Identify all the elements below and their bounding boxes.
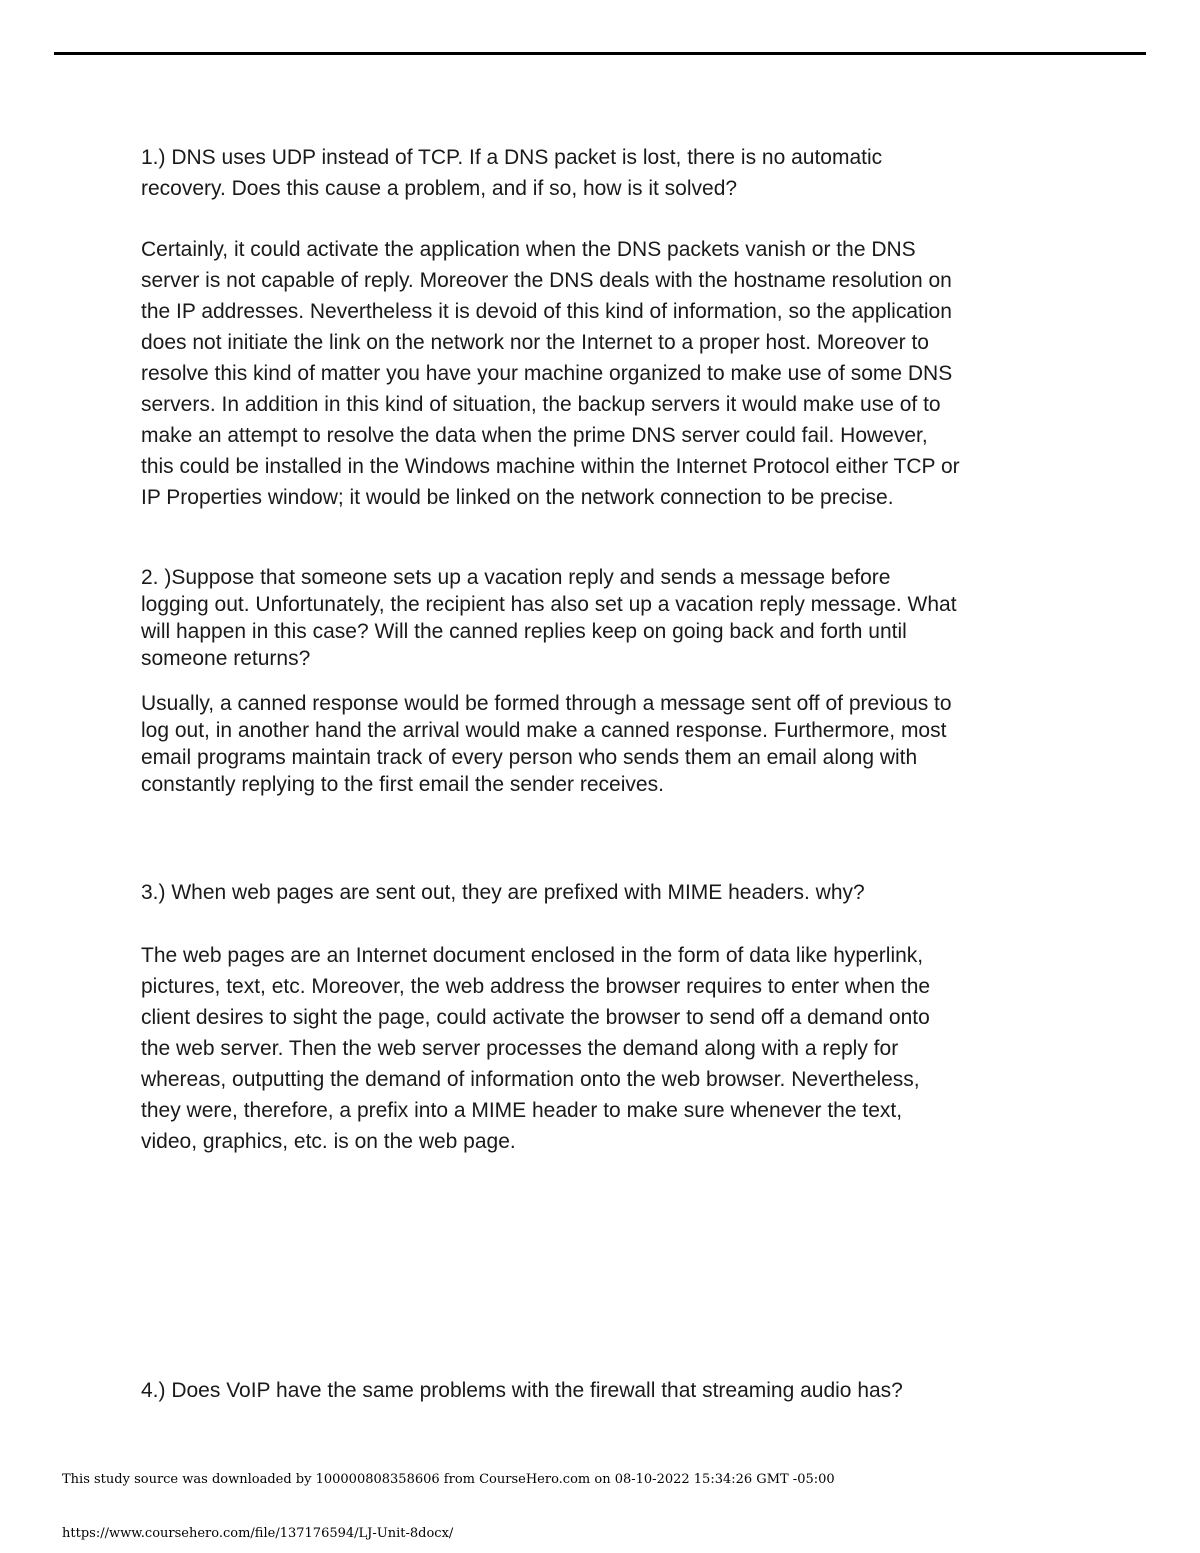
question-2: 2. )Suppose that someone sets up a vacation reply and sends a message before logging out. Unfortunately, the recipient has also set up a vacation reply message. What will happen in this case? Will the canned replies keep on going back and forth until someone returns? [141,566,957,670]
question-3: 3.) When web pages are sent out, they are prefixed with MIME headers. why? [141,881,865,904]
answer-1: Certainly, it could activate the application when the DNS packets vanish or the DNS server is not capable of reply. Moreover the DNS deals with the hostname resolution on the IP addresses. Nevertheless it is devoid of this kind of information, so the application does not initiate the link on the network nor the Internet to a proper host. Moreover to resolve this kind of matter you have your machine organized to make use of some DNS servers. In addition in this kind of situation, the backup servers it would make use of to make an attempt to resolve the data when the prime DNS server could fail. However, this could be installed in the Windows machine within the Internet Protocol either TCP or IP Properties window; it would be linked on the network connection to be precise. [141,238,960,509]
question-4: 4.) Does VoIP have the same problems with the firewall that streaming audio has? [141,1379,903,1402]
answer-3: The web pages are an Internet document enclosed in the form of data like hyperlink, pictures, text, etc. Moreover, the web address the browser requires to enter when the client desires to sight the page, could activate the browser to send off a demand onto the web server. Then the web server processes the demand along with a reply for whereas, outputting the demand of information onto the web browser. Nevertheless, they were, therefore, a prefix into a MIME header to make sure whenever the text, video, graphics, etc. is on the web page. [141,944,931,1153]
footer-url-link[interactable]: https://www.coursehero.com/file/137176594/LJ-Unit-8docx/ [62,1526,454,1541]
top-horizontal-rule [54,52,1146,55]
question-1: 1.) DNS uses UDP instead of TCP. If a DNS packet is lost, there is no automatic recovery. Does this cause a problem, and if so, how is it solved? [141,146,883,200]
answer-2: Usually, a canned response would be formed through a message sent off of previous to log out, in another hand the arrival would make a canned response. Furthermore, most email programs maintain track of every person who sends them an email along with constantly replying to the first email the sender receives. [141,692,952,796]
footer-download-note: This study source was downloaded by 100000808358606 from CourseHero.com on 08-10-2022 15:34:26 GMT -05:00 [62,1472,835,1487]
